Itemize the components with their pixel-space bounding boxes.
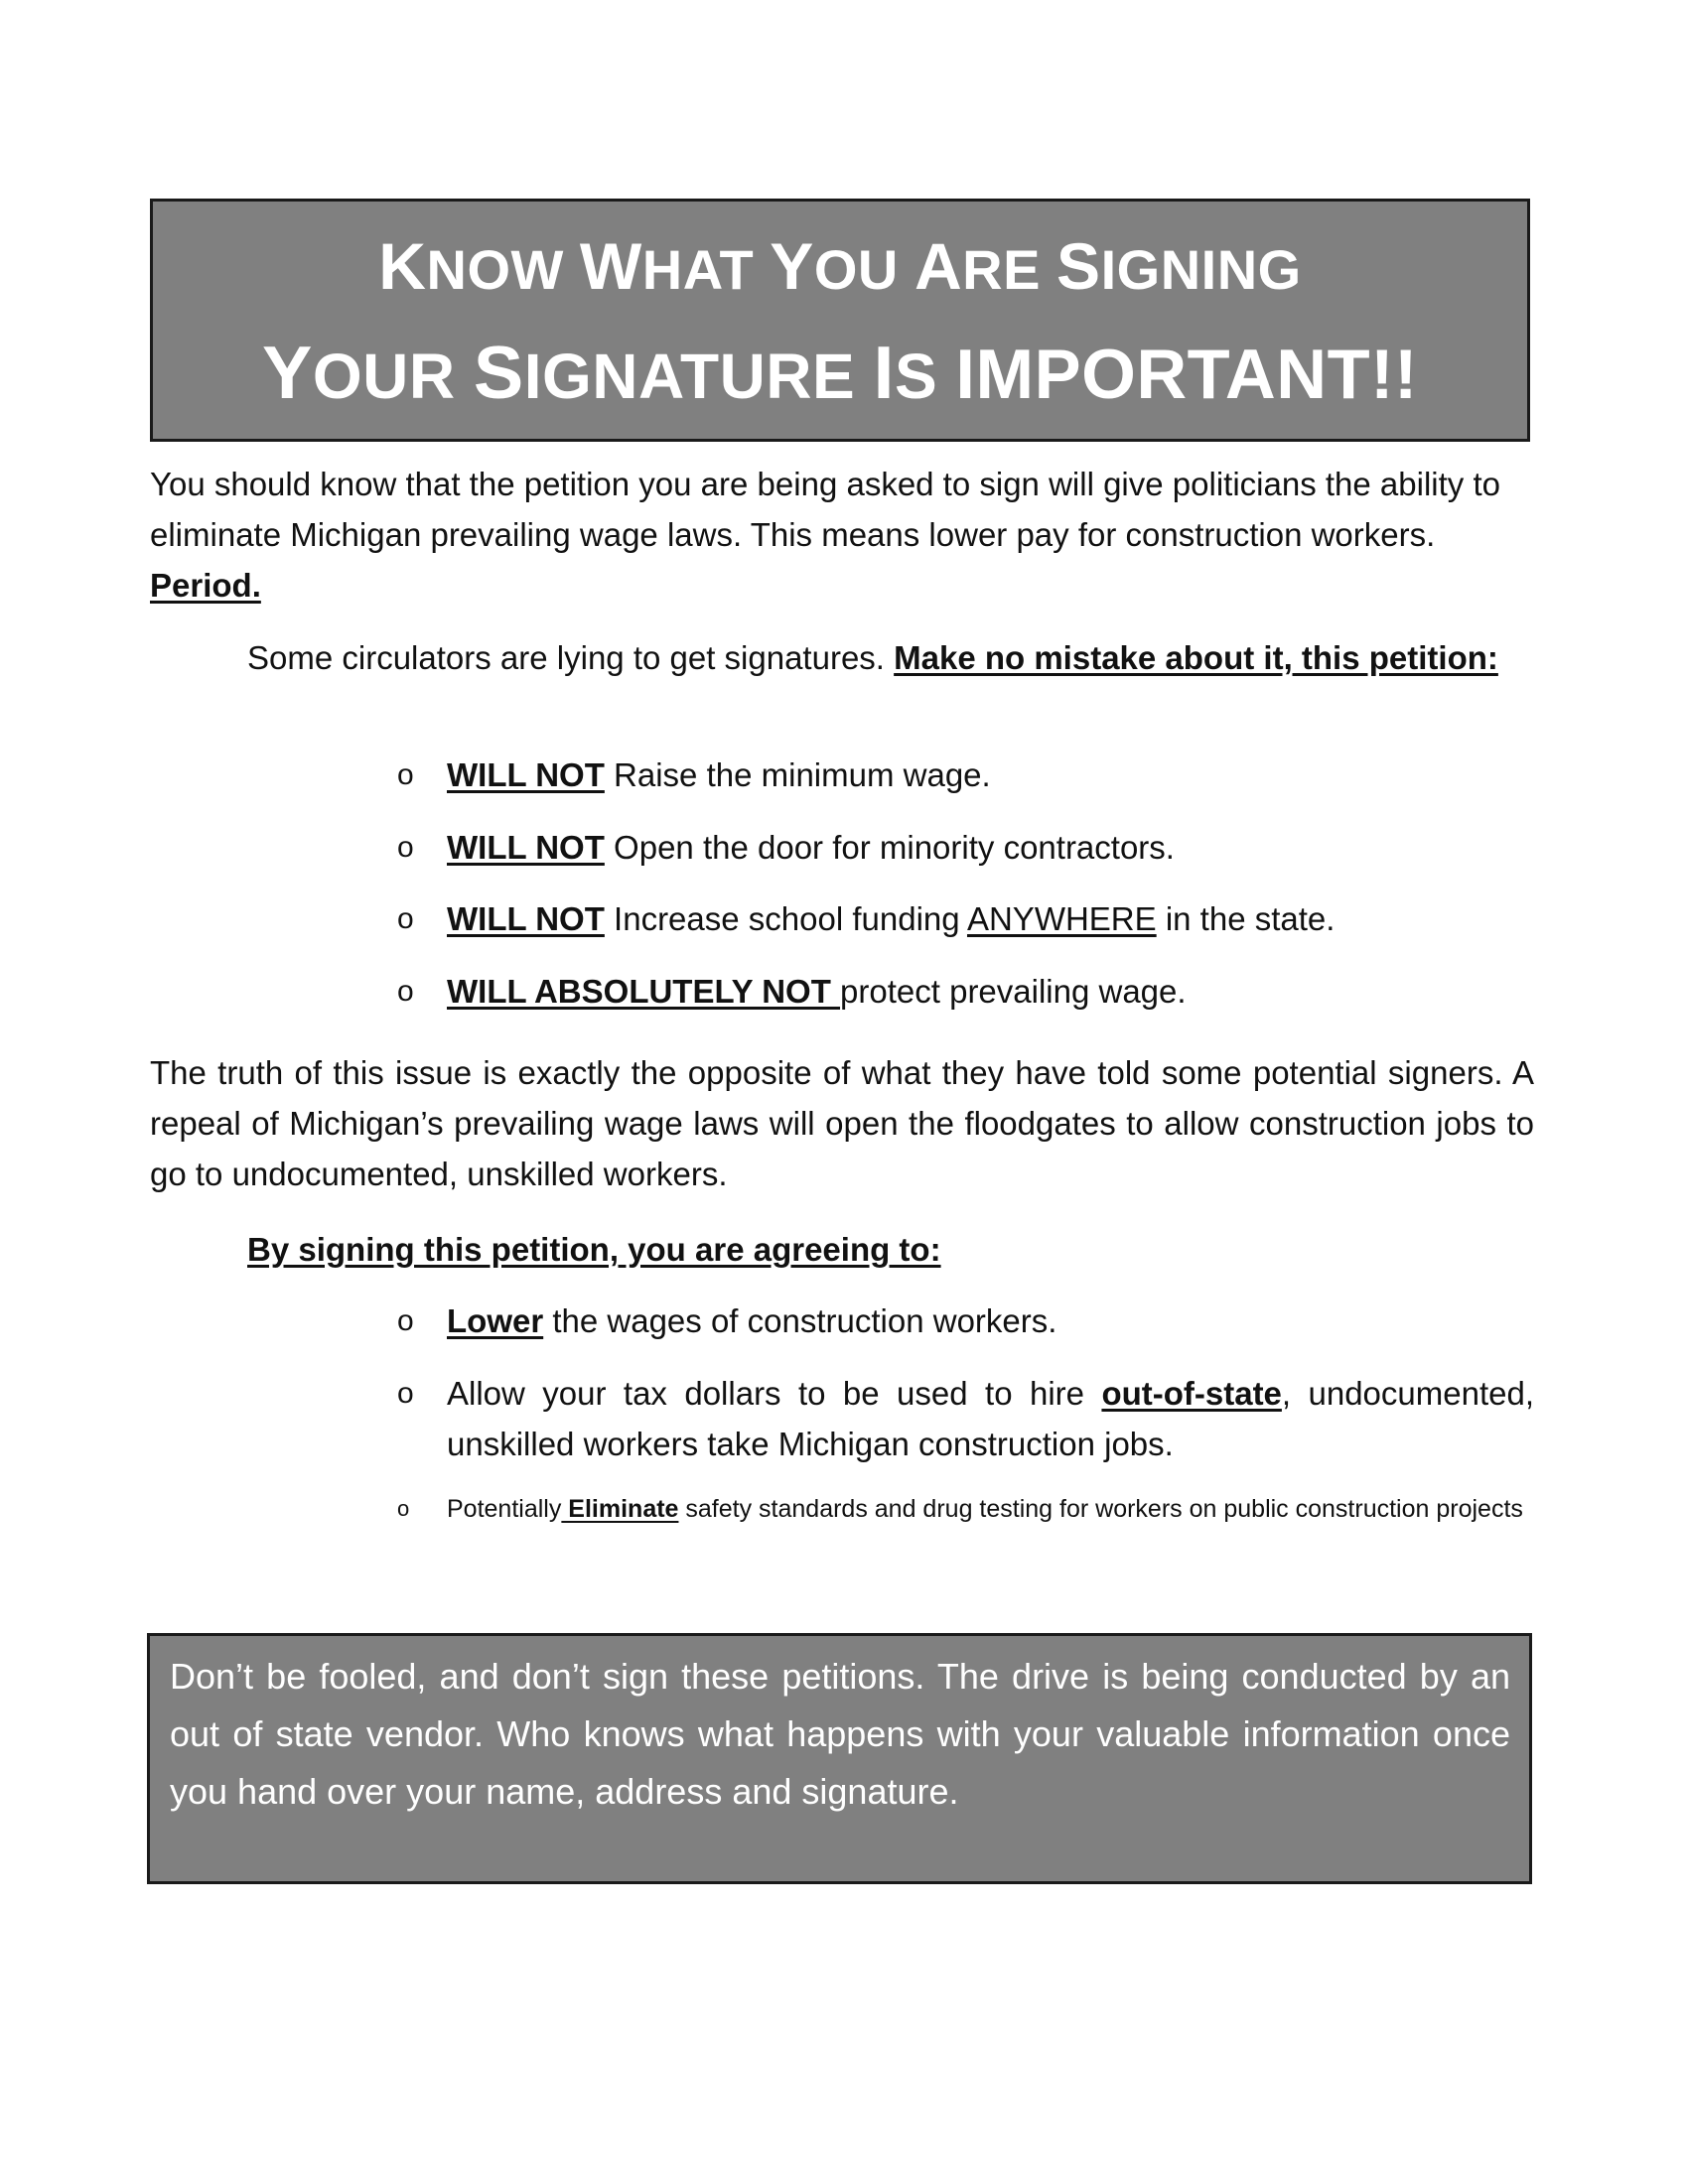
list-item-bold: WILL NOT xyxy=(447,900,605,937)
agree-heading: By signing this petition, you are agreeing to: xyxy=(247,1231,941,1268)
bullet-icon: o xyxy=(397,1304,414,1337)
list-item-text: Increase school funding xyxy=(604,900,967,937)
list-item-text: Allow your tax dollars to be used to hire xyxy=(447,1375,1102,1412)
title-word: ARE xyxy=(914,230,1041,304)
list-item-bold: Eliminate xyxy=(561,1495,679,1523)
title-word: WHAT xyxy=(579,230,755,304)
warning-text: Don’t be fooled, and don’t sign these petitions. The drive is being conducted by an out of state vendor. Who knows what happens with your valuable information once you hand over your name, address and signature. xyxy=(170,1656,1510,1812)
title-word: YOU xyxy=(770,230,899,304)
truth-paragraph: The truth of this issue is exactly the opposite of what they have told some potential signers. A repeal of Michigan’s prevailing wage laws will open the floodgates to allow construction jobs to go to undocumented, unskilled workers. xyxy=(150,1054,1534,1192)
list-item-text: protect prevailing wage. xyxy=(840,973,1187,1010)
list-item-bold: WILL NOT xyxy=(447,829,605,866)
title-word: SIGNING xyxy=(1056,230,1302,304)
title-line-2 xyxy=(153,331,1527,416)
list-item-text: Open the door for minority contractors. xyxy=(604,829,1175,866)
bullet-icon: o xyxy=(397,758,414,791)
bullet-icon: o xyxy=(397,902,414,935)
list-item-bold: WILL NOT xyxy=(447,756,605,793)
bullet-icon: o xyxy=(397,975,414,1008)
list-item-tail: safety standards and drug testing for workers on public construction projects xyxy=(678,1495,1523,1523)
title-word: SIGNATURE xyxy=(473,332,856,415)
title-word: IS xyxy=(873,332,938,415)
circulators-text: Some circulators are lying to get signatures. xyxy=(247,639,895,676)
list-item-underline: ANYWHERE xyxy=(966,900,1157,937)
bullet-icon: o xyxy=(397,1496,410,1521)
title-banner xyxy=(150,199,1530,442)
title-word: YOUR xyxy=(262,332,456,415)
intro-text: You should know that the petition you are being asked to sign will give politicians the ability to eliminate Michigan prevailing wage laws. This means lower pay for construction workers. xyxy=(150,466,1500,553)
list-item-text: Raise the minimum wage. xyxy=(604,756,991,793)
bullet-icon: o xyxy=(397,831,414,864)
bullet-icon: o xyxy=(397,1377,414,1410)
list-item-tail: in the state. xyxy=(1156,900,1336,937)
title-important: IMPORTANT!! xyxy=(955,335,1418,413)
circulators-paragraph xyxy=(247,632,1533,683)
circulators-emphasis: Make no mistake about it, this petition: xyxy=(894,639,1498,676)
list-item-bold: WILL ABSOLUTELY NOT xyxy=(447,973,841,1010)
intro-emphasis: Period. xyxy=(150,567,261,604)
warning-box xyxy=(147,1633,1532,1884)
title-line-1 xyxy=(153,229,1527,305)
list-item-bold: out-of-state xyxy=(1101,1375,1282,1412)
list-item-tail: , undocumented, unskilled workers take Michigan construction jobs. xyxy=(447,1375,1535,1462)
intro-paragraph xyxy=(150,459,1540,611)
list-item-text: Potentially xyxy=(447,1495,562,1523)
title-word: KNOW xyxy=(378,230,564,304)
list-item-text: the wages of construction workers. xyxy=(543,1302,1057,1339)
list-item-bold: Lower xyxy=(447,1302,544,1339)
